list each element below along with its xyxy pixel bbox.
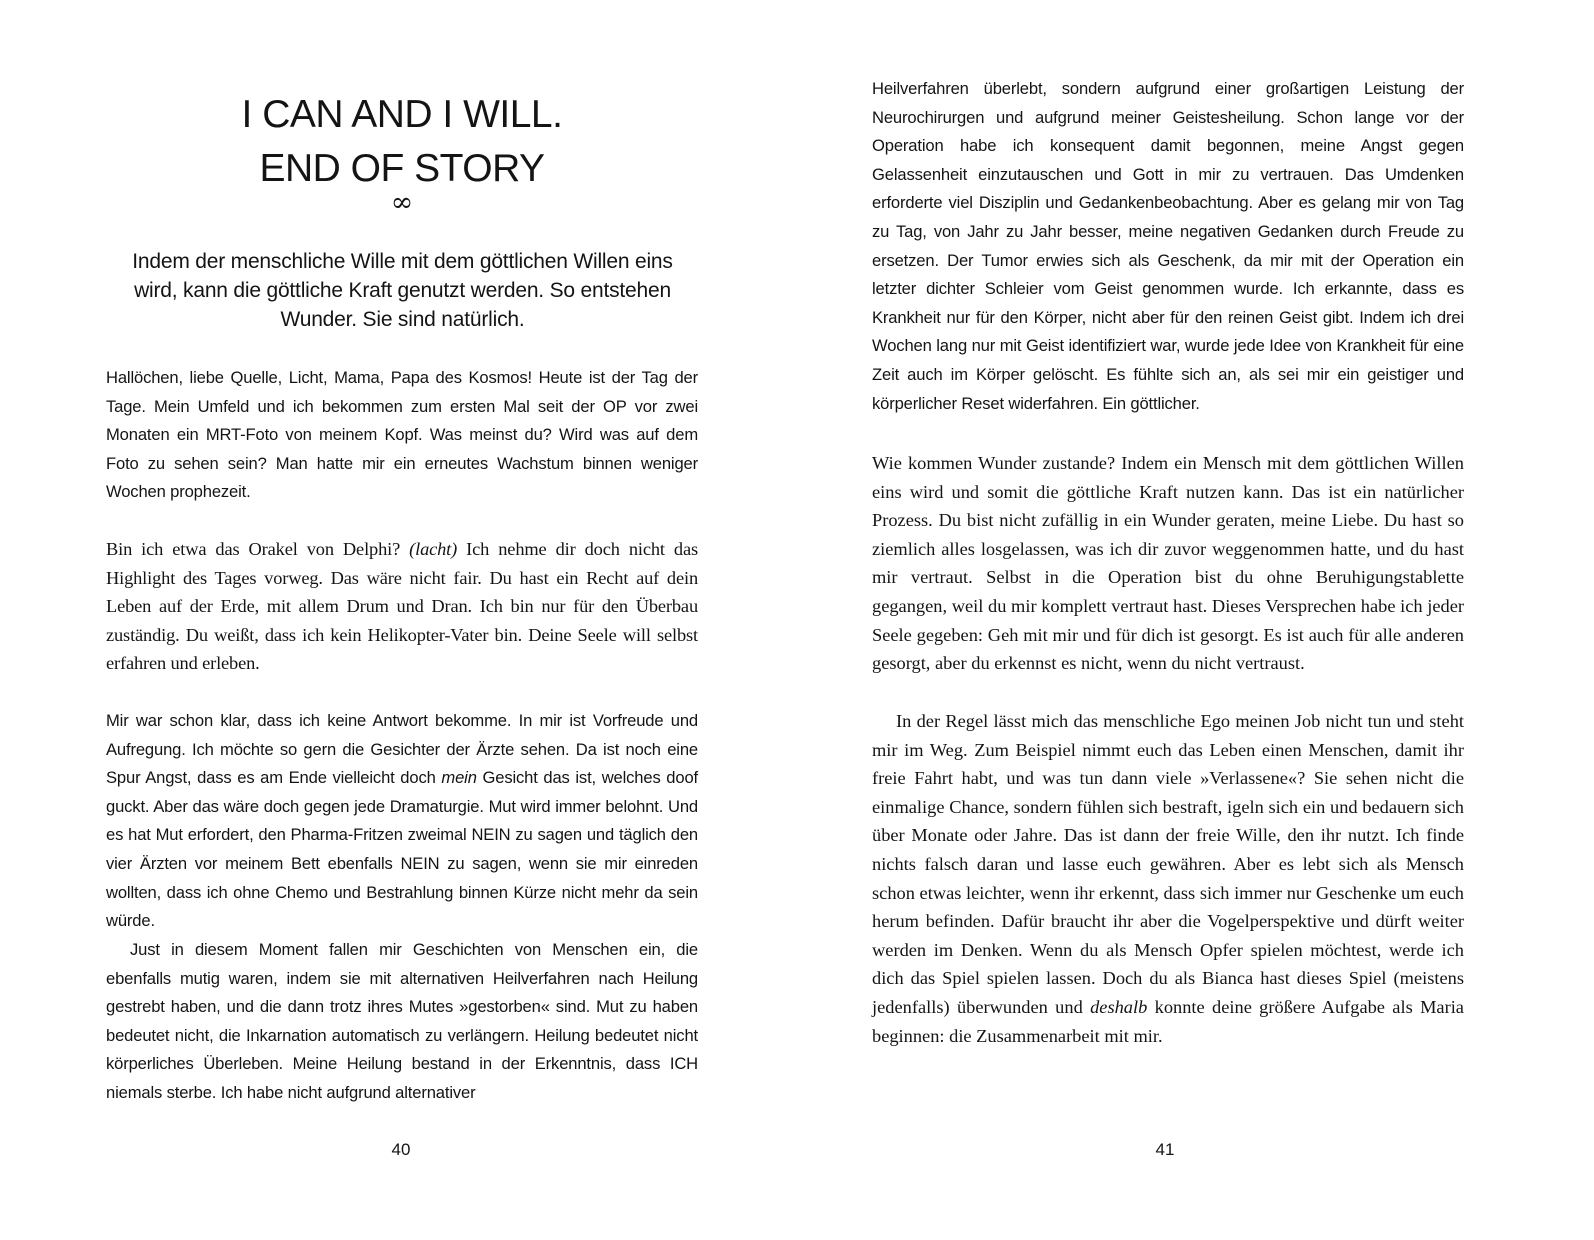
paragraph-courage-part-2: Gesicht das ist, welches doof guckt. Aber das wäre doch gegen jede Dramaturgie. Mut wird immer belohnt. Und es hat Mut erfordert, den Pharma-Fritzen zweimal NEIN zu sagen und täglich den vier Ärzten vor meinem Bett ebenfalls NEIN zu sagen, wenn sie mir einreden wollten, dass ich ohne Chemo und Bestrahlung binnen Kürze nicht mehr da sein würde. (106, 768, 699, 931)
page-number-left: 40 (391, 1140, 411, 1159)
paragraph-healing: Heilverfahren überlebt, sondern aufgrund einer großartigen Leistung der Neurochirurgen und aufgrund meiner Geistesheilung. Schon lange vor der Operation habe ich konsequent damit begonnen, meine Angst gegen Gelassenheit einzutauschen und Gott in mir zu vertrauen. Das Umdenken erforderte viel Disziplin und Gedankenbeobachtung. Aber es gelang mir von Tag zu Tag, von Jahr zu Jahr besser, meine negativen Gedanken durch Freude zu ersetzen. Der Tumor erwies sich als Geschenk, da mir mit der Operation ein letzter dichter Schleier vom Geist genommen wurde. Ich erkannte, dass es Krankheit nur für den Körper, nicht aber für den reinen Geist gibt. Indem ich drei Wochen lang nur mit Geist identifiziert war, wurde jede Idee von Krankheit für eine Zeit auch im Körper gelöscht. Es fühlte sich an, als sei mir ein geistiger und körperlicher Reset widerfahren. Ein göttlicher. (872, 79, 1464, 413)
chapter-title (106, 88, 698, 196)
paragraph-oracle (106, 535, 698, 678)
page-number-right: 41 (1155, 1140, 1175, 1159)
paragraph-miracles: Wie kommen Wunder zustande? Indem ein Mensch mit dem göttlichen Willen eins wird und somit die göttliche Kraft nutzen kann. Das ist ein natürlicher Prozess. Du bist nicht zufällig in ein Wunder geraten, meine Liebe. Du hast so ziemlich alles losgelassen, was ich dir zuvor weggenommen hatte, und du hast mir vertraut. Selbst in die Operation bist du ohne Beruhigungstablette gegangen, weil du mir komplett vertraut hast. Dieses Versprechen habe ich jeder Seele gegeben: Geh mit mir und für dich ist gesorgt. Es ist auch für alle anderen gesorgt, aber du erkennst es nicht, wenn du nicht vertraust. (872, 453, 1464, 674)
paragraph-oracle-italic: (lacht) (409, 539, 458, 559)
paragraph-ego-italic: deshalb (1090, 996, 1148, 1017)
paragraph-stories: Just in diesem Moment fallen mir Geschichten von Menschen ein, die ebenfalls mutig waren, indem sie mit alternativen Heilverfahren nach Heilung gestrebt haben, und die dann trotz ihres Mutes »gestorben« sind. Mut zu haben bedeutet nicht, die Inkarnation automatisch zu verlängern. Heilung bedeutet nicht körperliches Überleben. Meine Heilung bestand in der Erkenntnis, dass ICH niemals sterbe. Ich habe nicht aufgrund alternativer (106, 940, 698, 1102)
paragraph-oracle-part-1: Bin ich etwa das Orakel von Delphi? (106, 539, 410, 559)
paragraph-courage-italic: mein (441, 768, 477, 788)
right-page (797, 0, 1594, 1240)
epigraph: Indem der menschliche Wille mit dem göttlichen Willen eins wird, kann die göttliche Kraft genutzt werden. So entstehen Wunder. Sie sind natürlich. (132, 250, 673, 331)
paragraph-courage (106, 707, 698, 936)
infinity-ornament-icon: ∞ (390, 187, 414, 218)
chapter-title-line-1: I CAN AND I WILL. (241, 93, 563, 136)
paragraph-ego (872, 707, 1464, 1050)
paragraph-greeting: Hallöchen, liebe Quelle, Licht, Mama, Papa des Kosmos! Heute ist der Tag der Tage. Mein Umfeld und ich bekommen zum ersten Mal seit der OP vor zwei Monaten ein MRT-Foto von meinem Kopf. Was meinst du? Wird was auf dem Foto zu sehen sein? Man hatte mir ein erneutes Wachstum binnen weniger Wochen prophezeit. (106, 368, 698, 502)
paragraph-courage-part-1: Mir war schon klar, dass ich keine Antwort bekomme. In mir ist Vorfreude und Aufregung. Ich möchte so gern die Gesichter der Ärzte sehen. Da ist noch eine Spur Angst, dass es am Ende vielleicht doch (106, 711, 698, 788)
paragraph-oracle-part-2: Ich nehme dir doch nicht das Highlight des Tages vorweg. Das wäre nicht fair. Du hast ein Recht auf dein Leben auf der Erde, mit allem Drum und Dran. Ich bin nur für den Überbau zuständig. Du weißt, dass ich kein Helikopter-Vater bin. Deine Seele will selbst erfahren und erleben. (106, 539, 698, 674)
chapter-title-line-2: END OF STORY (259, 147, 545, 190)
paragraph-ego-part-1: In der Regel lässt mich das menschliche Ego meinen Job nicht tun und steht mir im Weg. Zum Beispiel nimmt euch das Leben einen Menschen, damit ihr freie Fahrt habt, und was tun dann viele »Verlassene«? Sie sehen nicht die einmalige Chance, sondern fühlen sich bestraft, igeln sich ein und bedauern sich über Monate oder Jahre. Das ist dann der freie Wille, den ihr nutzt. Ich finde nichts falsch daran und lasse euch gewähren. Aber es lebt sich als Mensch schon etwas leichter, wenn ihr erkennt, dass sich immer nur Geschenke um euch herum befinden. Dafür braucht ihr aber die Vogelperspektive und dürft weiter werden im Denken. Wenn du als Mensch Opfer spielen möchtest, werde ich dich das Spiel spielen lassen. Doch du als Bianca hast dieses Spiel (meistens jedenfalls) überwunden und (872, 711, 1464, 1017)
paragraph-ego-part-2: konnte deine größere Aufgabe als Maria beginnen: die Zusammenarbeit mit mir. (872, 996, 1464, 1046)
